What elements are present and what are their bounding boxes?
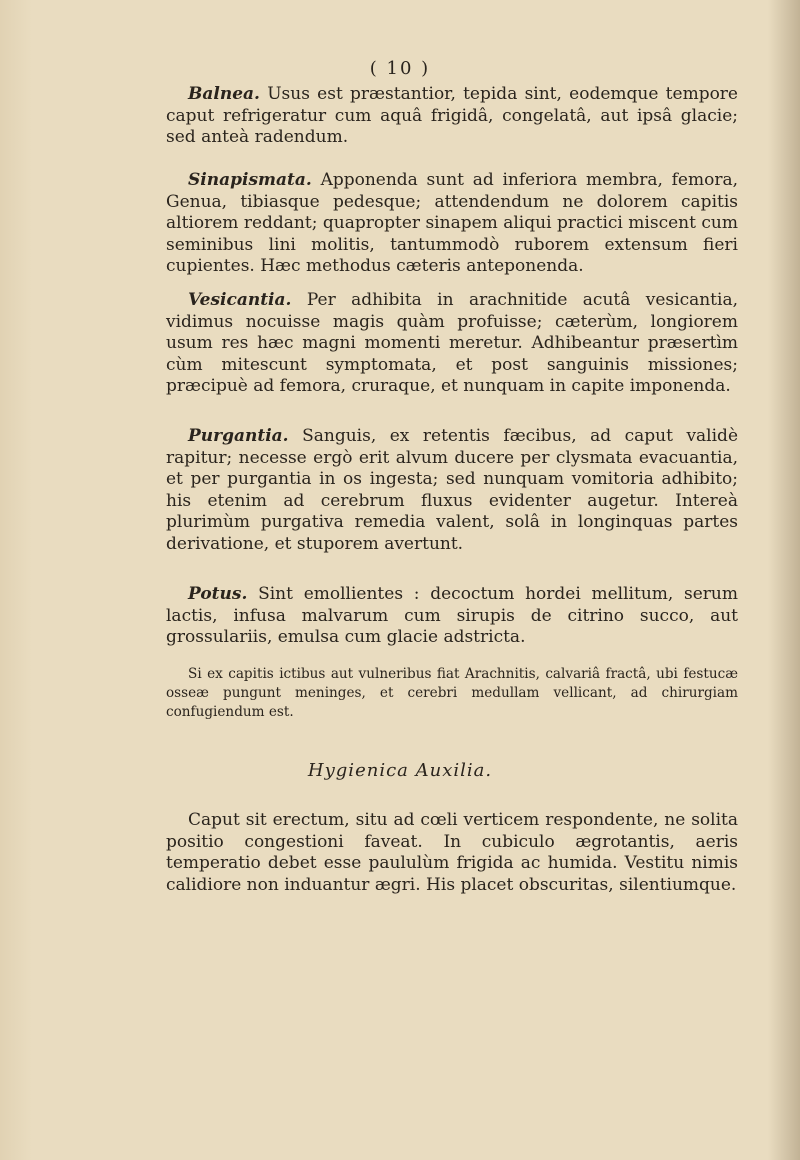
page-number: ( 10 ) bbox=[369, 58, 431, 79]
body-sinapismata: Apponenda sunt ad inferiora membra, femora, Genua, tibiasque pedesque; attendendum ne dolorem capitis altiorem reddant; quapropter sinapem aliqui practici miscent cum seminibus lini molitis, tantummodò ruborem extensum fieri cupientes. Hæc methodus cæteris anteponenda. bbox=[166, 170, 738, 277]
lead-term-sinapismata: Sinapismata. bbox=[188, 170, 312, 190]
body-vesicantia: Per adhibita in arachnitide acutâ vesicantia, vidimus nocuisse magis quàm profuisse; cæterùm, longiorem usum res hæc magni momenti meretur. Adhibeantur præsertìm cùm mitescunt symptomata, et post sanguinis missiones; præcipuè ad femora, cruraque, et nunquam in capite imponenda. bbox=[166, 290, 738, 397]
lead-term-potus: Potus. bbox=[188, 584, 248, 604]
lead-term-balnea: Balnea. bbox=[188, 84, 260, 104]
note-text: Si ex capitis ictibus aut vulneribus fiat Arachnitis, calvariâ fractâ, ubi festucæ osseæ pungunt meninges, et cerebri medullam vellicant, ad chirurgiam confugiendum est. bbox=[166, 666, 738, 720]
paragraph-balnea bbox=[166, 84, 738, 149]
hygienica-text: Caput sit erectum, situ ad cœli verticem respondente, ne solita positio congestioni faveat. In cubiculo ægrotantis, aeris temperatio debet esse paululùm frigida ac humida. Vestitu nimis calidiore non induantur ægri. His placet obscuritas, silentiumque. bbox=[166, 810, 738, 895]
paragraph-potus bbox=[166, 584, 738, 649]
paragraph-purgantia bbox=[166, 426, 738, 556]
paragraph-vesicantia bbox=[166, 290, 738, 398]
lead-term-vesicantia: Vesicantia. bbox=[188, 290, 292, 310]
body-potus: Sint emollientes : decoctum hordei mellitum, serum lactis, infusa malvarum cum sirupis de citrino succo, aut grossulariis, emulsa cum glacie adstricta. bbox=[166, 584, 738, 648]
paragraph-sinapismata bbox=[166, 170, 738, 278]
lead-term-purgantia: Purgantia. bbox=[188, 426, 289, 446]
body-purgantia: Sanguis, ex retentis fæcibus, ad caput validè rapitur; necesse ergò erit alvum ducere per clysmata evacuantia, et per purgantia in os ingesta; sed nunquam vomitoria adhibito; his etenim ad cerebrum fluxus evidenter augetur. Intereà plurimùm purgativa remedia valent, solâ in longinquas partes derivatione, et stuporem avertunt. bbox=[166, 426, 738, 554]
paragraph-hygienica bbox=[166, 810, 738, 896]
paragraph-note bbox=[166, 665, 738, 722]
section-heading: Hygienica Auxilia. bbox=[307, 760, 493, 781]
body-balnea: Usus est præstantior, tepida sint, eodemque tempore caput refrigeratur cum aquâ frigidâ, congelatâ, aut ipsâ glacie; sed anteà radendum. bbox=[166, 84, 738, 148]
